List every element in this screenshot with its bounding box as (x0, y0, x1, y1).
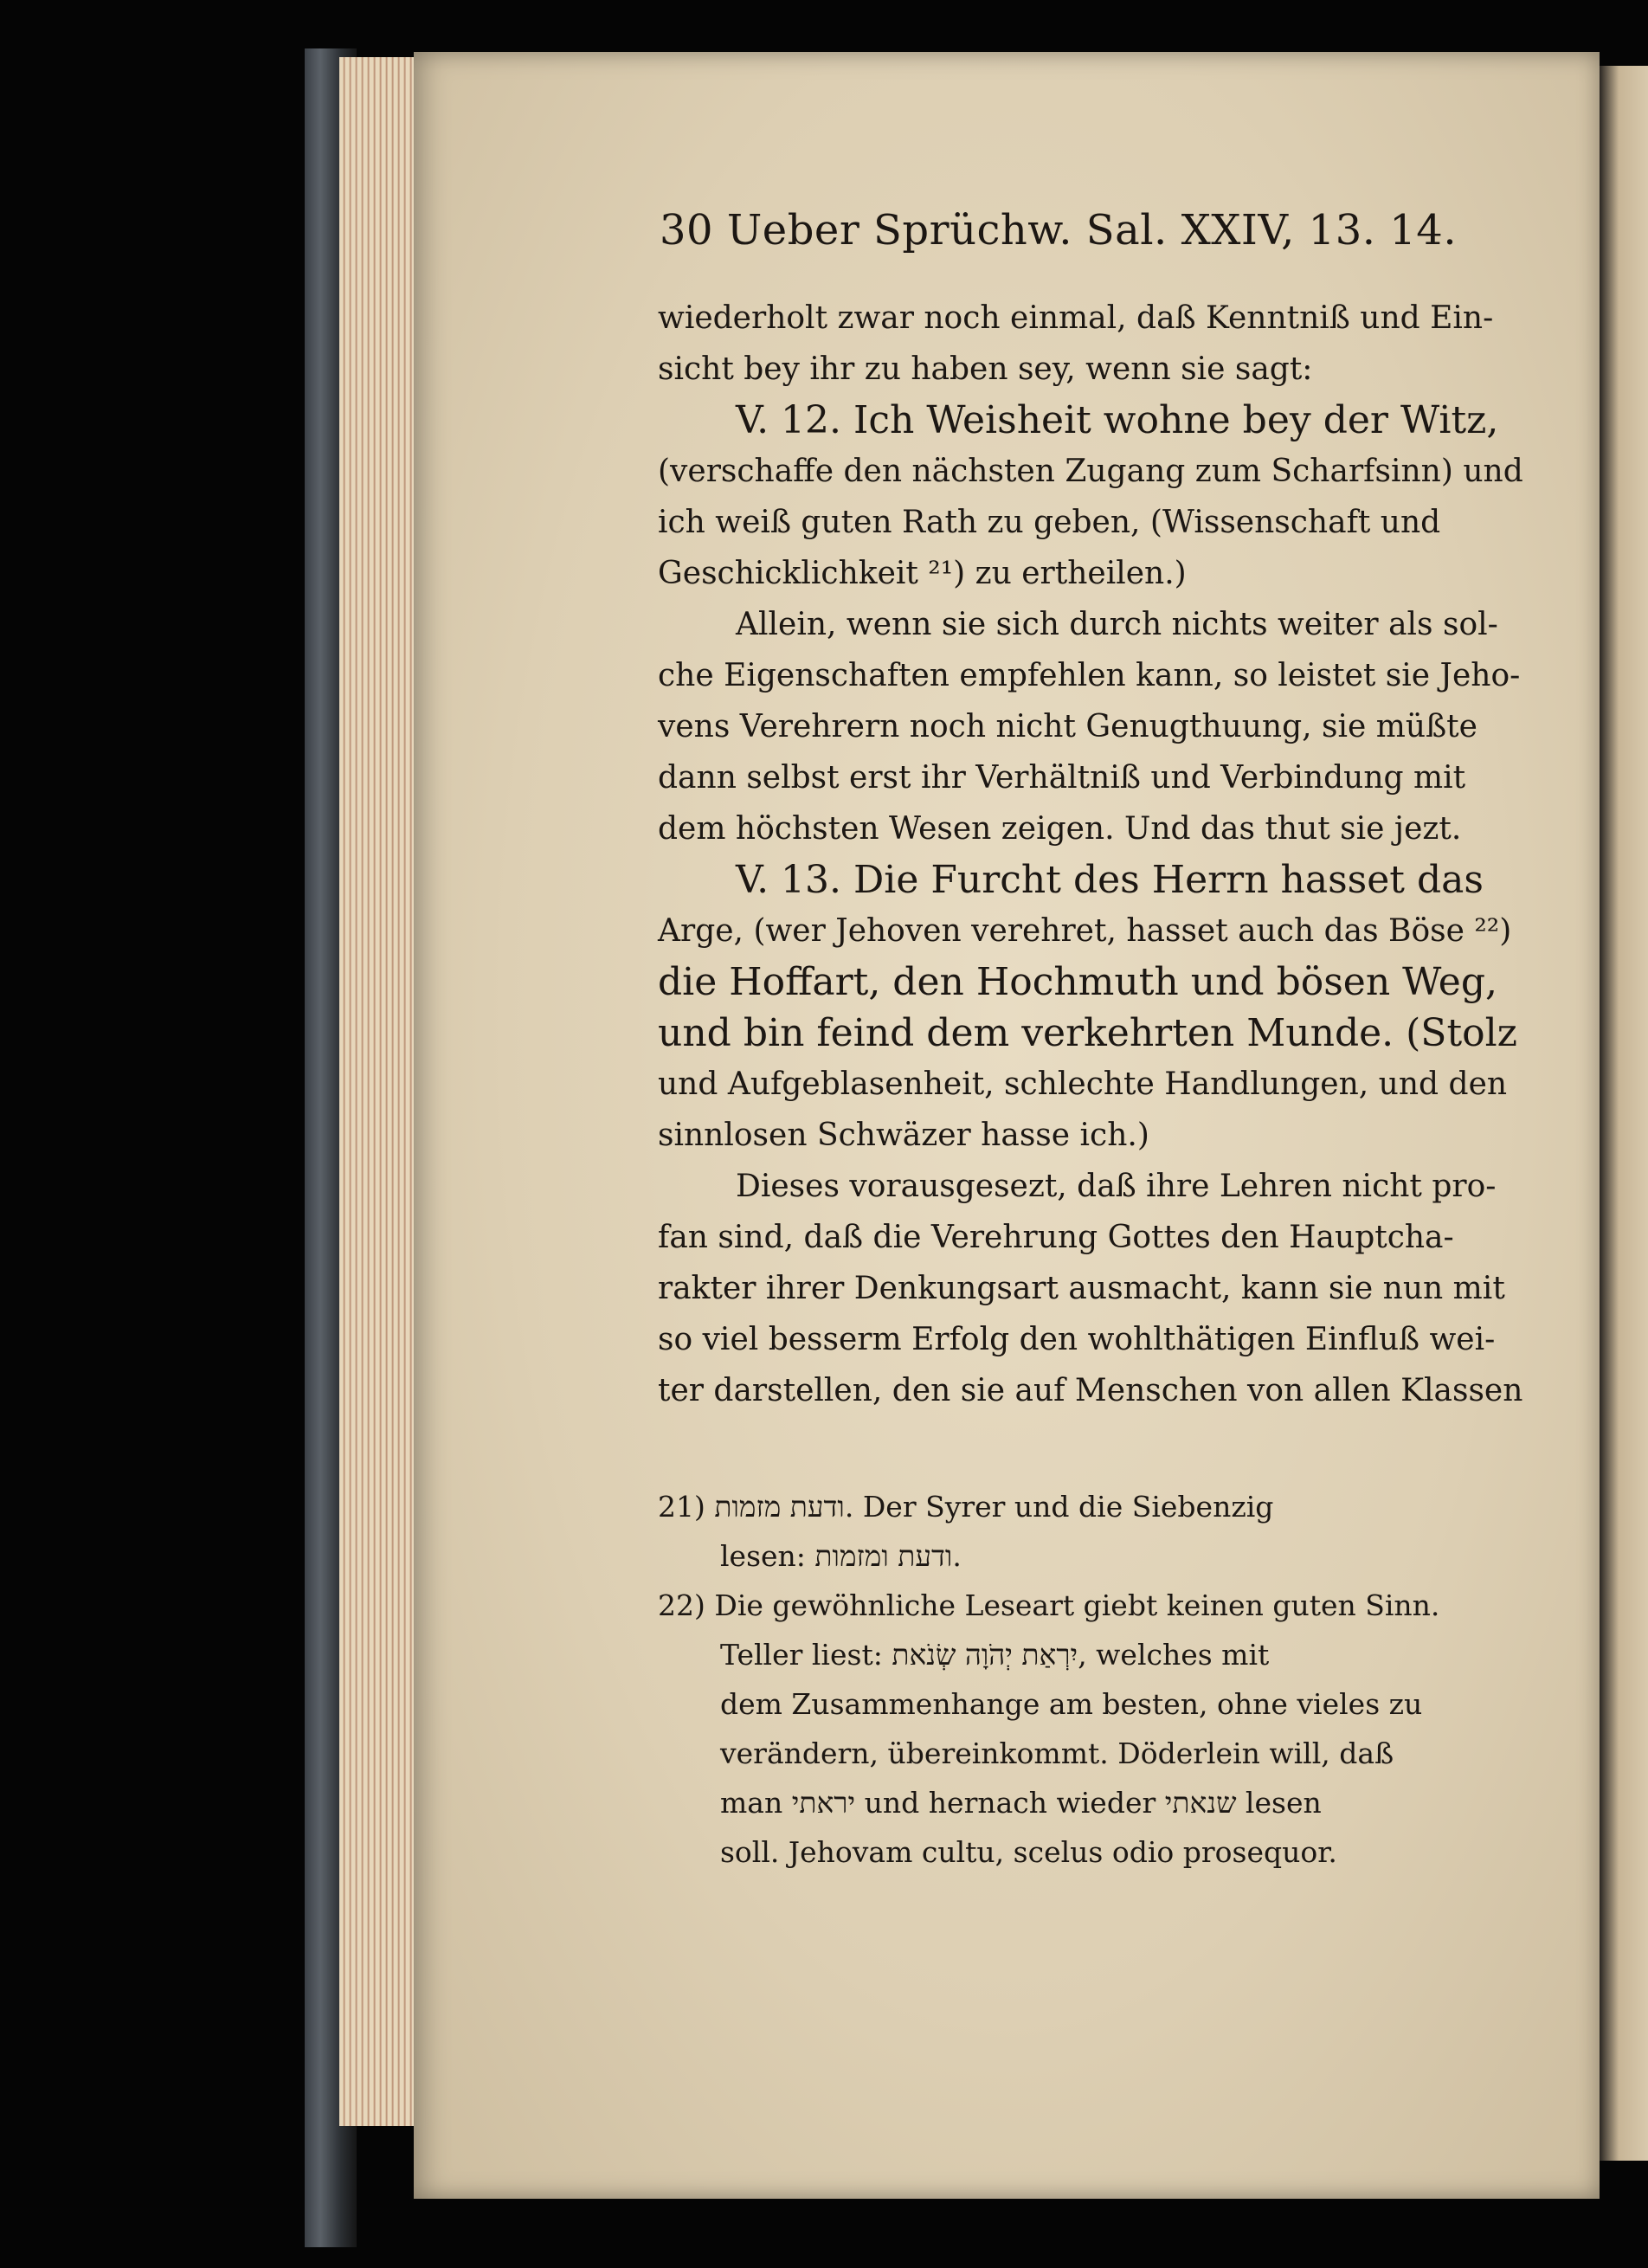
text-line: dem höchsten Wesen zeigen. Und das thut sie jezt. (658, 811, 1462, 847)
text-line: dann selbst erst ihr Verhältniß und Verbindung mit (658, 760, 1466, 796)
footnote-line: verändern, übereinkommt. Döderlein will, daß (720, 1736, 1394, 1770)
footnote-line: man יראתי und hernach wieder שנאתי lesen (720, 1786, 1322, 1820)
text-line: Dieses vorausgesezt, daß ihre Lehren nicht pro- (736, 1169, 1497, 1204)
text-line: Allein, wenn sie sich durch nichts weiter als sol- (736, 607, 1498, 642)
text-line: vens Verehrern noch nicht Genugthuung, sie müßte (658, 709, 1477, 744)
text-line: und Aufgeblasenheit, schlechte Handlungen, und den (658, 1066, 1508, 1102)
text-line: V. 13. Die Furcht des Herrn hasset das (736, 858, 1484, 902)
footnote-line: 21) ודעת מזמות. Der Syrer und die Siebenzig (658, 1490, 1274, 1524)
text-line: sicht bey ihr zu haben sey, wenn sie sagt: (658, 351, 1313, 387)
text-line: Geschicklichkeit ²¹) zu ertheilen.) (658, 556, 1187, 591)
footnote-line: dem Zusammenhange am besten, ohne vieles zu (720, 1687, 1423, 1721)
running-header: 30 Ueber Sprüchw. Sal. XXIV, 13. 14. (660, 206, 1458, 255)
text-line: rakter ihrer Denkungsart ausmacht, kann sie nun mit (658, 1271, 1505, 1306)
text-line: fan sind, daß die Verehrung Gottes den Hauptcha- (658, 1220, 1454, 1255)
text-line: Arge, (wer Jehoven verehret, hasset auch das Böse ²²) (658, 913, 1512, 949)
footnote-line: soll. Jehovam cultu, scelus odio prosequor. (720, 1835, 1337, 1869)
footnote-line: lesen: ודעת ומזמות. (720, 1539, 962, 1573)
footnotes (658, 1482, 1489, 1877)
footnote-line: Teller liest: יִרְאַת יְהֹוָה שְׂנֹאת, welches mit (720, 1638, 1270, 1672)
text-line: che Eigenschaften empfehlen kann, so leistet sie Jeho- (658, 658, 1521, 693)
text-line: sinnlosen Schwäzer hasse ich.) (658, 1118, 1149, 1153)
text-line: so viel besserm Erfolg den wohlthätigen Einfluß wei- (658, 1322, 1496, 1357)
footnote-line: 22) Die gewöhnliche Leseart giebt keinen guten Sinn. (658, 1588, 1440, 1622)
page-edges (339, 57, 419, 2126)
text-line: die Hoffart, den Hochmuth und bösen Weg, (658, 960, 1497, 1004)
body-text (658, 293, 1523, 1416)
text-line: ter darstellen, den sie auf Menschen von allen Klassen (658, 1373, 1523, 1408)
text-line: (verschaffe den nächsten Zugang zum Scharfsinn) und (658, 454, 1523, 489)
text-line: und bin feind dem verkehrten Munde. (Stolz (658, 1011, 1517, 1055)
text-line: ich weiß guten Rath zu geben, (Wissenschaft und (658, 505, 1441, 540)
text-line: V. 12. Ich Weisheit wohne bey der Witz, (736, 398, 1499, 442)
facing-page-edge (1600, 66, 1648, 2161)
text-line: wiederholt zwar noch einmal, daß Kenntniß und Ein- (658, 300, 1494, 336)
